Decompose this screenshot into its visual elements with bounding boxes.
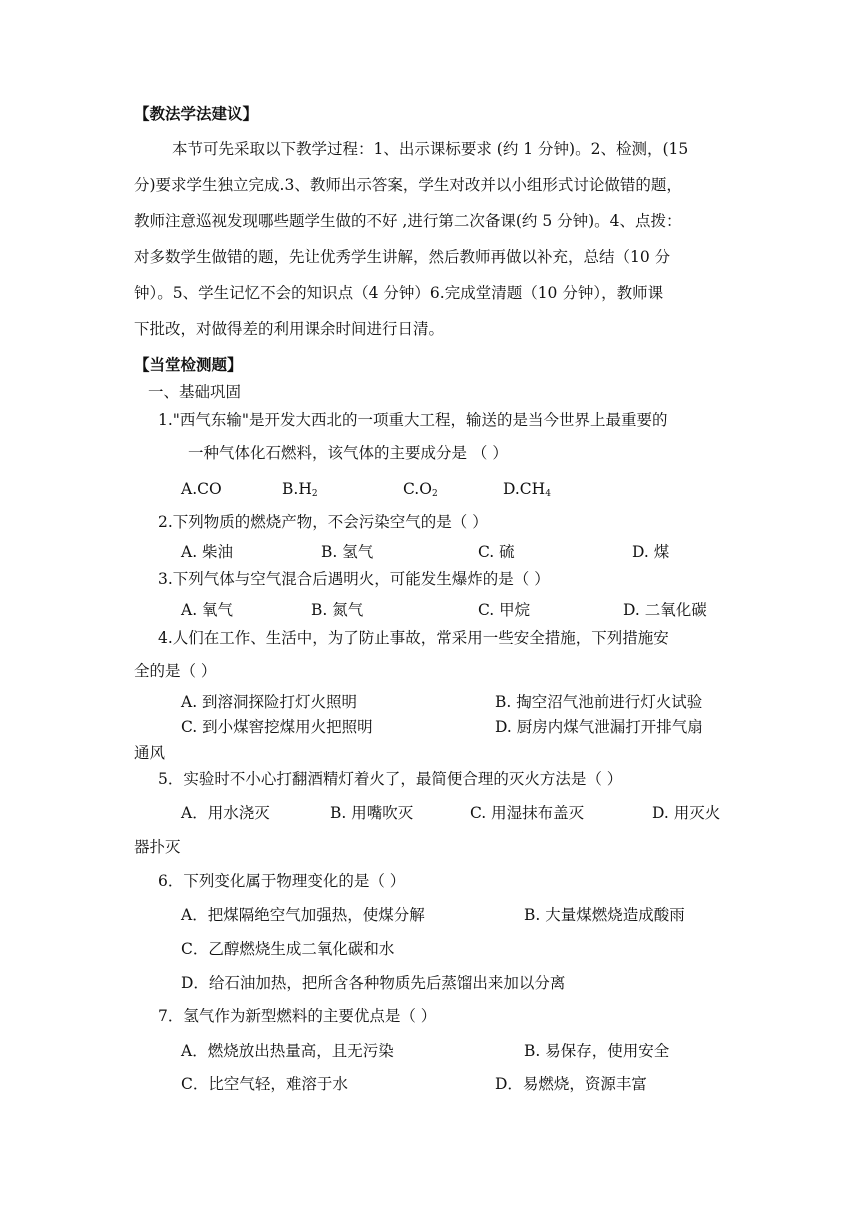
q1-option-a: A.CO: [181, 480, 222, 498]
q3-option-b: B. 氮气: [311, 601, 364, 619]
q5-option-c: C. 用湿抹布盖灭: [470, 804, 585, 822]
q4-option-d-continued: 通风: [134, 744, 166, 762]
q2-option-c: C. 硫: [478, 543, 515, 561]
q3-option-d: D. 二氧化碳: [623, 601, 707, 619]
q6-option-b: B. 大量煤燃烧造成酸雨: [524, 906, 685, 924]
q3-option-c: C. 甲烷: [478, 601, 531, 619]
method-line-5: 钟）。5、学生记忆不会的知识点（4 分钟）6.完成堂清题（10 分钟），教师课: [134, 284, 664, 302]
q7-option-c: C．比空气轻，难溶于水: [181, 1075, 348, 1093]
q5-option-d-continued: 器扑灭: [134, 838, 181, 856]
q1-stem-line-1: 1."西气东输"是开发大西北的一项重大工程，输送的是当今世界上最重要的: [158, 411, 668, 429]
q5-stem: 5．实验时不小心打翻酒精灯着火了，最简便合理的灭火方法是（ ）: [158, 770, 623, 788]
heading-test: 【当堂检测题】: [134, 356, 243, 374]
q7-stem: 7．氢气作为新型燃料的主要优点是（ ）: [158, 1007, 437, 1025]
method-line-6: 下批改，对做得差的利用课余时间进行日清。: [134, 320, 445, 338]
q7-option-b: B. 易保存，使用安全: [524, 1042, 670, 1060]
q2-option-b: B. 氢气: [321, 543, 374, 561]
method-line-3: 教师注意巡视发现哪些题学生做的不好 ,进行第二次备课(约 5 分钟)。4、点拨：: [134, 212, 682, 230]
q7-option-a: A．燃烧放出热量高，且无污染: [181, 1042, 394, 1060]
q7-option-d: D．易燃烧，资源丰富: [495, 1075, 647, 1093]
q4-option-b: B. 掏空沼气池前进行灯火试验: [495, 693, 703, 711]
q4-option-d: D. 厨房内煤气泄漏打开排气扇: [495, 718, 703, 736]
q4-stem-line-1: 4.人们在工作、生活中，为了防止事故，常采用一些安全措施，下列措施安: [158, 629, 669, 647]
q6-option-c: C．乙醇燃烧生成二氧化碳和水: [181, 940, 395, 958]
q5-option-a: A．用水浇灭: [181, 804, 270, 822]
method-line-2: 分)要求学生独立完成.3、教师出示答案，学生对改并以小组形式讨论做错的题，: [134, 176, 682, 194]
q1-stem-line-2: 一种气体化石燃料，该气体的主要成分是 （ ）: [188, 444, 508, 462]
q4-option-a: A. 到溶洞探险打灯火照明: [181, 693, 358, 711]
method-line-1: 本节可先采取以下教学过程：1、出示课标要求 (约 1 分钟)。2、检测，(15: [172, 140, 689, 158]
q6-stem: 6．下列变化属于物理变化的是（ ）: [158, 872, 406, 890]
q2-option-d: D. 煤: [632, 543, 670, 561]
section-basic: 一、基础巩固: [148, 383, 242, 401]
q4-stem-line-2: 全的是（ ）: [134, 662, 217, 680]
q4-option-c: C. 到小煤窖挖煤用火把照明: [181, 718, 373, 736]
q2-stem: 2.下列物质的燃烧产物，不会污染空气的是（ ）: [158, 513, 488, 531]
q6-option-d: D．给石油加热，把所含各种物质先后蒸馏出来加以分离: [181, 974, 566, 992]
q1-option-c: $C.O_2$: [403, 480, 438, 499]
q5-option-d: D. 用灭火: [652, 804, 721, 822]
q3-option-a: A. 氧气: [181, 601, 234, 619]
q1-option-d: $D.CH_4$: [503, 480, 551, 499]
q1-option-b: $B.H_2$: [282, 480, 318, 499]
q3-stem: 3.下列气体与空气混合后遇明火，可能发生爆炸的是（ ）: [158, 570, 550, 588]
q6-option-a: A．把煤隔绝空气加强热，使煤分解: [181, 906, 425, 924]
heading-method: 【教法学法建议】: [134, 105, 259, 123]
q5-option-b: B. 用嘴吹灭: [330, 804, 414, 822]
method-line-4: 对多数学生做错的题，先让优秀学生讲解，然后教师再做以补充，总结（10 分: [134, 248, 671, 266]
q2-option-a: A. 柴油: [181, 543, 234, 561]
